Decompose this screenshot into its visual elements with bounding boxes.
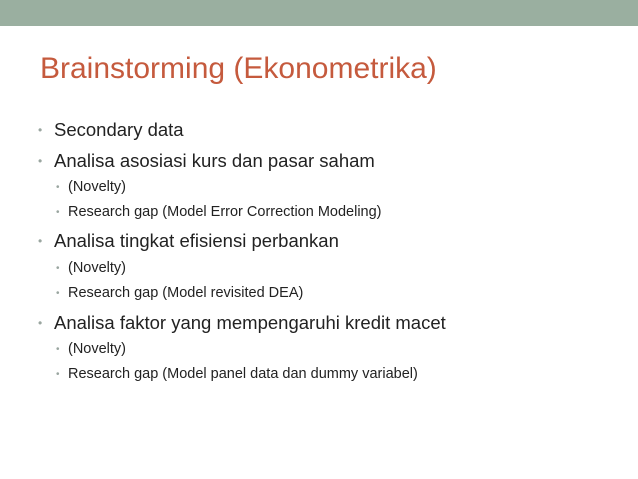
sub-bullet-text: Research gap (Model revisited DEA) (68, 285, 304, 301)
sub-bullet-item (56, 339, 126, 360)
bullet-icon: • (38, 154, 43, 168)
bullet-text: Analisa asosiasi kurs dan pasar saham (54, 150, 375, 171)
sub-bullet-text: (Novelty) (68, 341, 127, 357)
slide-title: Brainstorming (Ekonometrika) (40, 52, 437, 85)
bullet-item (38, 311, 446, 335)
bullet-text: Analisa faktor yang mempengaruhi kredit macet (54, 312, 446, 333)
top-accent-band (0, 0, 638, 26)
bullet-text: Secondary data (54, 119, 184, 140)
bullet-item (38, 118, 184, 142)
sub-bullet-icon: • (56, 207, 60, 218)
sub-bullet-text: (Novelty) (68, 260, 127, 276)
sub-bullet-icon: • (56, 369, 60, 380)
bullet-item (38, 149, 375, 173)
sub-bullet-item (56, 364, 418, 385)
bullet-item (38, 229, 339, 253)
sub-bullet-text: Research gap (Model Error Correction Modeling) (68, 204, 382, 220)
bullet-text: Analisa tingkat efisiensi perbankan (54, 230, 339, 251)
bullet-icon: • (38, 234, 43, 248)
bullet-icon: • (38, 123, 43, 137)
sub-bullet-item (56, 258, 126, 279)
sub-bullet-icon: • (56, 263, 60, 274)
sub-bullet-item (56, 202, 382, 223)
bullet-icon: • (38, 316, 43, 330)
sub-bullet-icon: • (56, 182, 60, 193)
sub-bullet-text: (Novelty) (68, 179, 127, 195)
sub-bullet-item (56, 283, 303, 304)
sub-bullet-text: Research gap (Model panel data dan dummy variabel) (68, 366, 418, 382)
sub-bullet-icon: • (56, 344, 60, 355)
sub-bullet-icon: • (56, 288, 60, 299)
sub-bullet-item (56, 177, 126, 198)
